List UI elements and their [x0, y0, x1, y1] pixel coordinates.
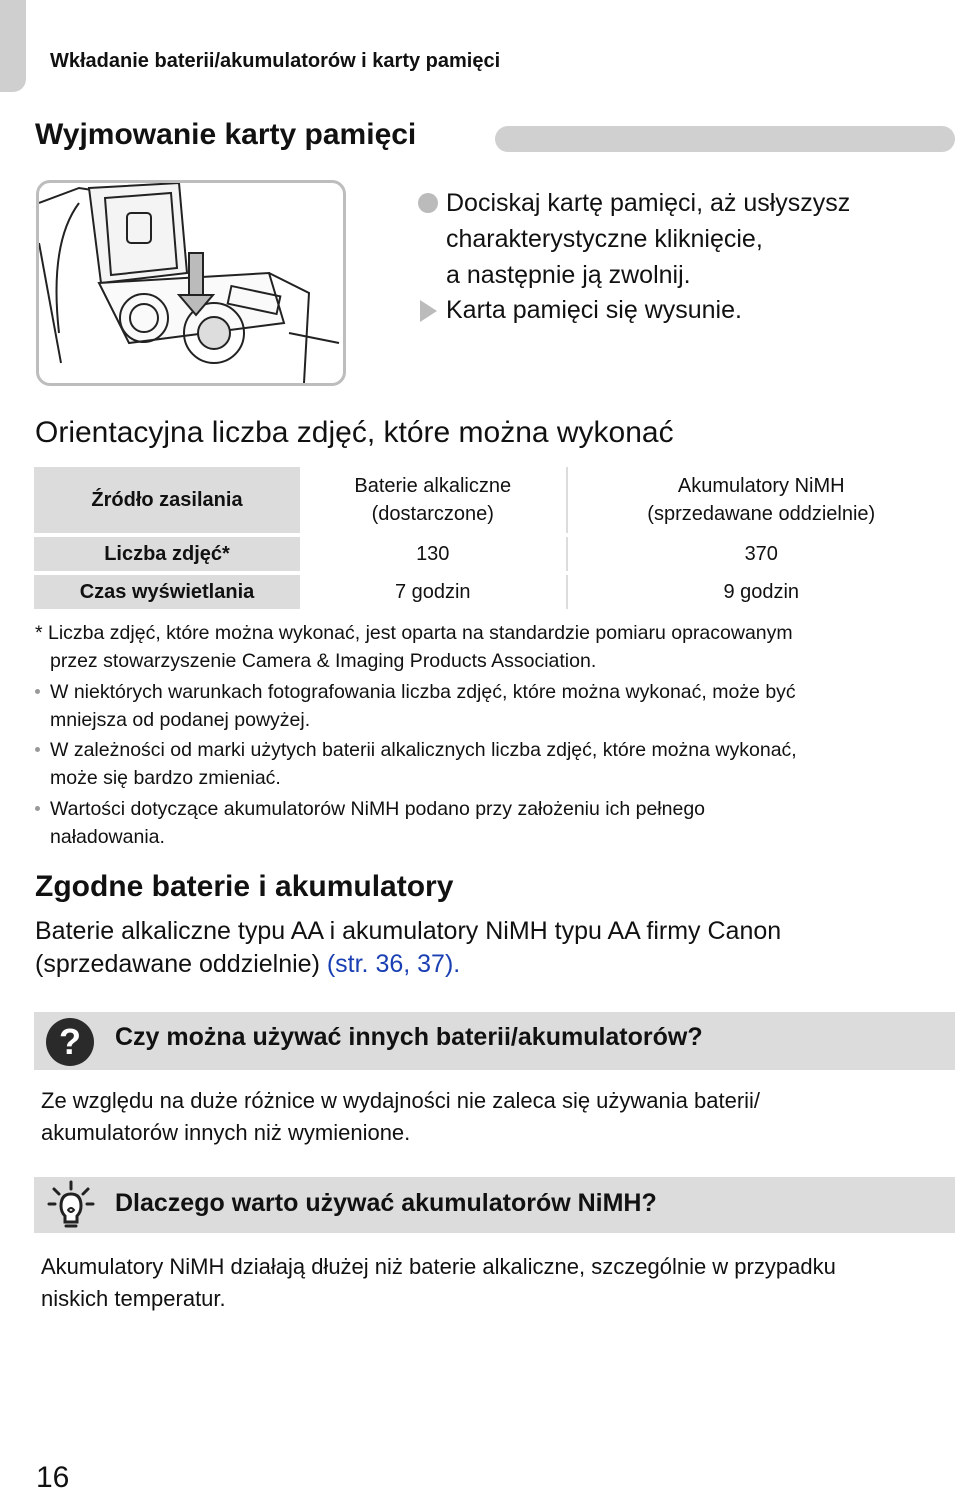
table-cell [566, 467, 955, 533]
page-reference-link[interactable]: (str. 36, 37) [326, 950, 454, 978]
footnote [35, 619, 955, 675]
section-title-compatible-batteries: Zgodne baterie i akumulatory [35, 870, 454, 903]
note-line: Wartości dotyczące akumulatorów NiMH podano przy założeniu ich pełnego [50, 798, 706, 820]
table-cell: 7 godzin [394, 580, 471, 603]
question-body-line: Ze względu na duże różnice w wydajności nie zaleca się używania baterii/ [41, 1088, 761, 1113]
bullet-icon [35, 747, 40, 752]
result-text: Karta pamięci się wysunie. [446, 296, 742, 324]
bullet-icon [35, 689, 40, 694]
compat-line-prefix: (sprzedawane oddzielnie) [35, 950, 327, 978]
cell-line: (dostarczone) [371, 503, 494, 525]
table-cell: 130 [416, 542, 450, 565]
note-line: W niektórych warunkach fotografowania liczba zdjęć, które można wykonać, może być [50, 681, 796, 703]
question-body [41, 1085, 941, 1149]
cell-line: (sprzedawane oddzielnie) [647, 503, 876, 525]
compat-line: Baterie alkaliczne typu AA i akumulatory NiMH typu AA firmy Canon [35, 917, 782, 945]
page-number: 16 [36, 1461, 70, 1494]
step-line: a następnie ją zwolnij. [446, 261, 691, 289]
note-item [35, 795, 955, 851]
compatible-batteries-text [35, 915, 935, 981]
triangle-arrow-icon [420, 300, 437, 322]
tip-body-line: niskich temperatur. [41, 1286, 226, 1311]
bullet-icon [35, 806, 40, 811]
question-body-line: akumulatorów innych niż wymienione. [41, 1120, 411, 1145]
circle-bullet-icon [418, 193, 438, 213]
chapter-tab-marker [0, 0, 26, 92]
note-item [35, 736, 955, 792]
cell-line: Baterie alkaliczne [354, 475, 512, 497]
note-line: mniejsza od podanej powyżej. [50, 709, 311, 731]
note-item [35, 678, 955, 734]
table-cell: 370 [566, 537, 955, 571]
tip-body-line: Akumulatory NiMH działają dłużej niż baterie alkaliczne, szczególnie w przypadku [41, 1254, 836, 1279]
table-row [34, 467, 955, 533]
row-header: Liczba zdjęć* [34, 537, 300, 571]
tip-body [41, 1251, 951, 1315]
note-line: naładowania. [50, 826, 165, 848]
heading-bar [495, 126, 955, 152]
note-line: W zależności od marki użytych baterii alkalicznych liczba zdjęć, które można wykonać, [50, 739, 797, 761]
footnote-line: przez stowarzyszenie Camera & Imaging Products Association. [50, 650, 597, 672]
question-title: Czy można używać innych baterii/akumulatorów? [115, 1023, 703, 1051]
compat-line-suffix: . [453, 950, 461, 978]
row-header: Źródło zasilania [34, 467, 300, 533]
table-row [34, 537, 955, 571]
lightbulb-icon [46, 1180, 96, 1232]
section-title-shot-count: Orientacyjna liczba zdjęć, które można wykonać [35, 416, 674, 449]
question-mark-icon: ? [46, 1018, 94, 1066]
note-line: może się bardzo zmieniać. [50, 767, 281, 789]
row-header: Czas wyświetlania [34, 575, 300, 609]
battery-table [34, 463, 955, 613]
cell-line: Akumulatory NiMH [677, 475, 845, 497]
tip-title: Dlaczego warto używać akumulatorów NiMH? [115, 1189, 657, 1217]
section-title-remove-card: Wyjmowanie karty pamięci [35, 118, 417, 151]
camera-illustration-graphic [39, 183, 343, 383]
footnote-line: * Liczba zdjęć, które można wykonać, jest oparta na standardzie pomiaru opracowanym [35, 622, 793, 644]
running-head: Wkładanie baterii/akumulatorów i karty pamięci [50, 50, 501, 72]
step-line: Dociskaj kartę pamięci, aż usłyszysz [446, 189, 851, 217]
table-cell [300, 467, 566, 533]
step-line: charakterystyczne kliknięcie, [446, 225, 763, 253]
table-row [34, 575, 955, 609]
table-cell: 9 godzin [566, 575, 955, 609]
compat-line [35, 948, 935, 981]
camera-card-slot-illustration [36, 180, 346, 386]
